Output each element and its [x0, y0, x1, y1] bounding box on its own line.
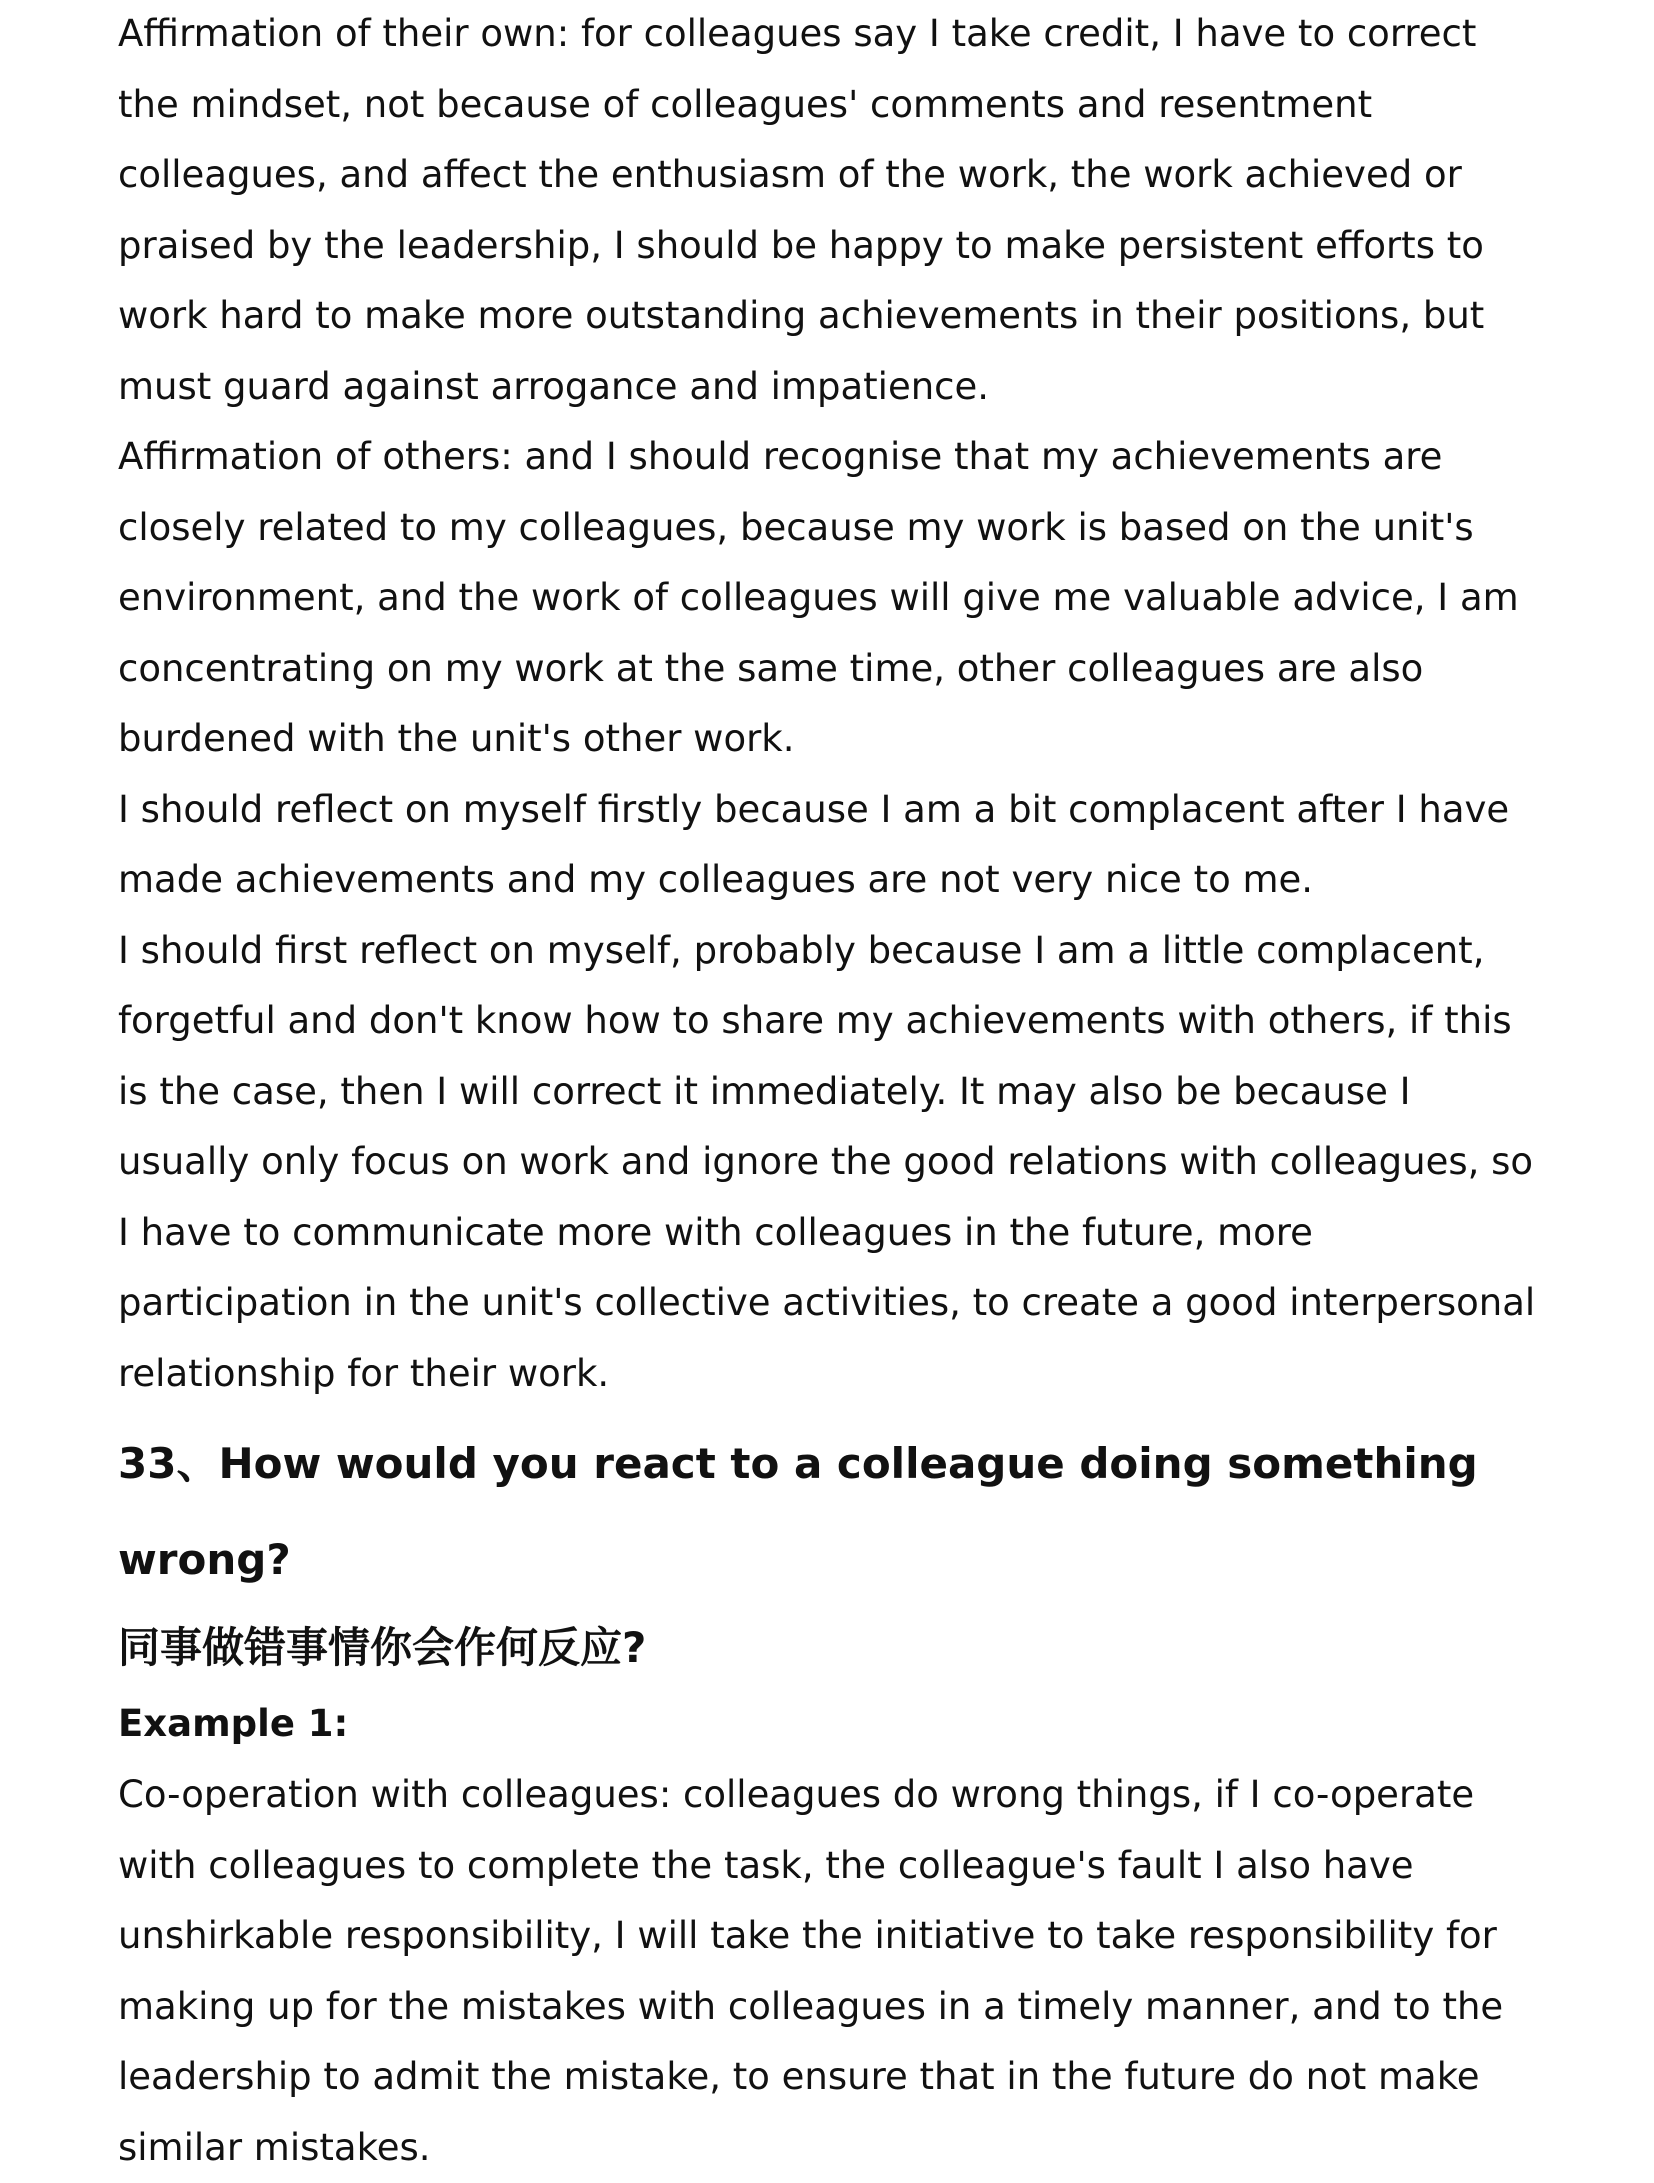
paragraph-reflect-first: I should reflect on myself firstly because I am a bit complacent after I have made achievements and my colleagues are not very nice to me. [118, 787, 1510, 901]
document-page [118, 0, 1538, 2183]
example-paragraph: Co-operation with colleagues: colleagues do wrong things, if I co-operate with colleagues to complete the task, the colleague's fault I also have unshirkable responsibility, I will take the initiative to take responsibility for making up for the mistakes with colleagues in a timely manner, and to the leadership to admit the mistake, to ensure that in the future do not make similar mistakes. [118, 1773, 1504, 2169]
paragraph-affirmation-others: Affirmation of others: and I should recognise that my achievements are closely related to my colleagues, because my work is based on the unit's environment, and the work of colleagues will give me valuable advice, I am concentrating on my work at the same time, other colleagues are also burdened with the unit's other work. [118, 435, 1519, 760]
question-heading-english: 33、How would you react to a colleague doing something wrong? [118, 1439, 1478, 1584]
paragraph-reflect-second: I should first reflect on myself, probably because I am a little complacent, forgetful and don't know how to share my achievements with others, if this is the case, then I will correct it immediately. It may also be because I usually only focus on work and ignore the good relations with colleagues, so I have to communicate more with colleagues in the future, more participation in the unit's collective activities, to create a good interpersonal relationship for their work. [118, 928, 1536, 1395]
example-label: Example 1: [118, 1702, 349, 1745]
paragraph-affirmation-own: Affirmation of their own: for colleagues say I take credit, I have to correct the mindset, not because of colleagues' comments and resentment colleagues, and affect the enthusiasm of the work, the work achieved or praised by the leadership, I should be happy to make persistent efforts to work hard to make more outstanding achievements in their positions, but must guard against arrogance and impatience. [118, 12, 1485, 408]
question-heading-chinese: 同事做错事情你会作何反应? [118, 1623, 647, 1672]
